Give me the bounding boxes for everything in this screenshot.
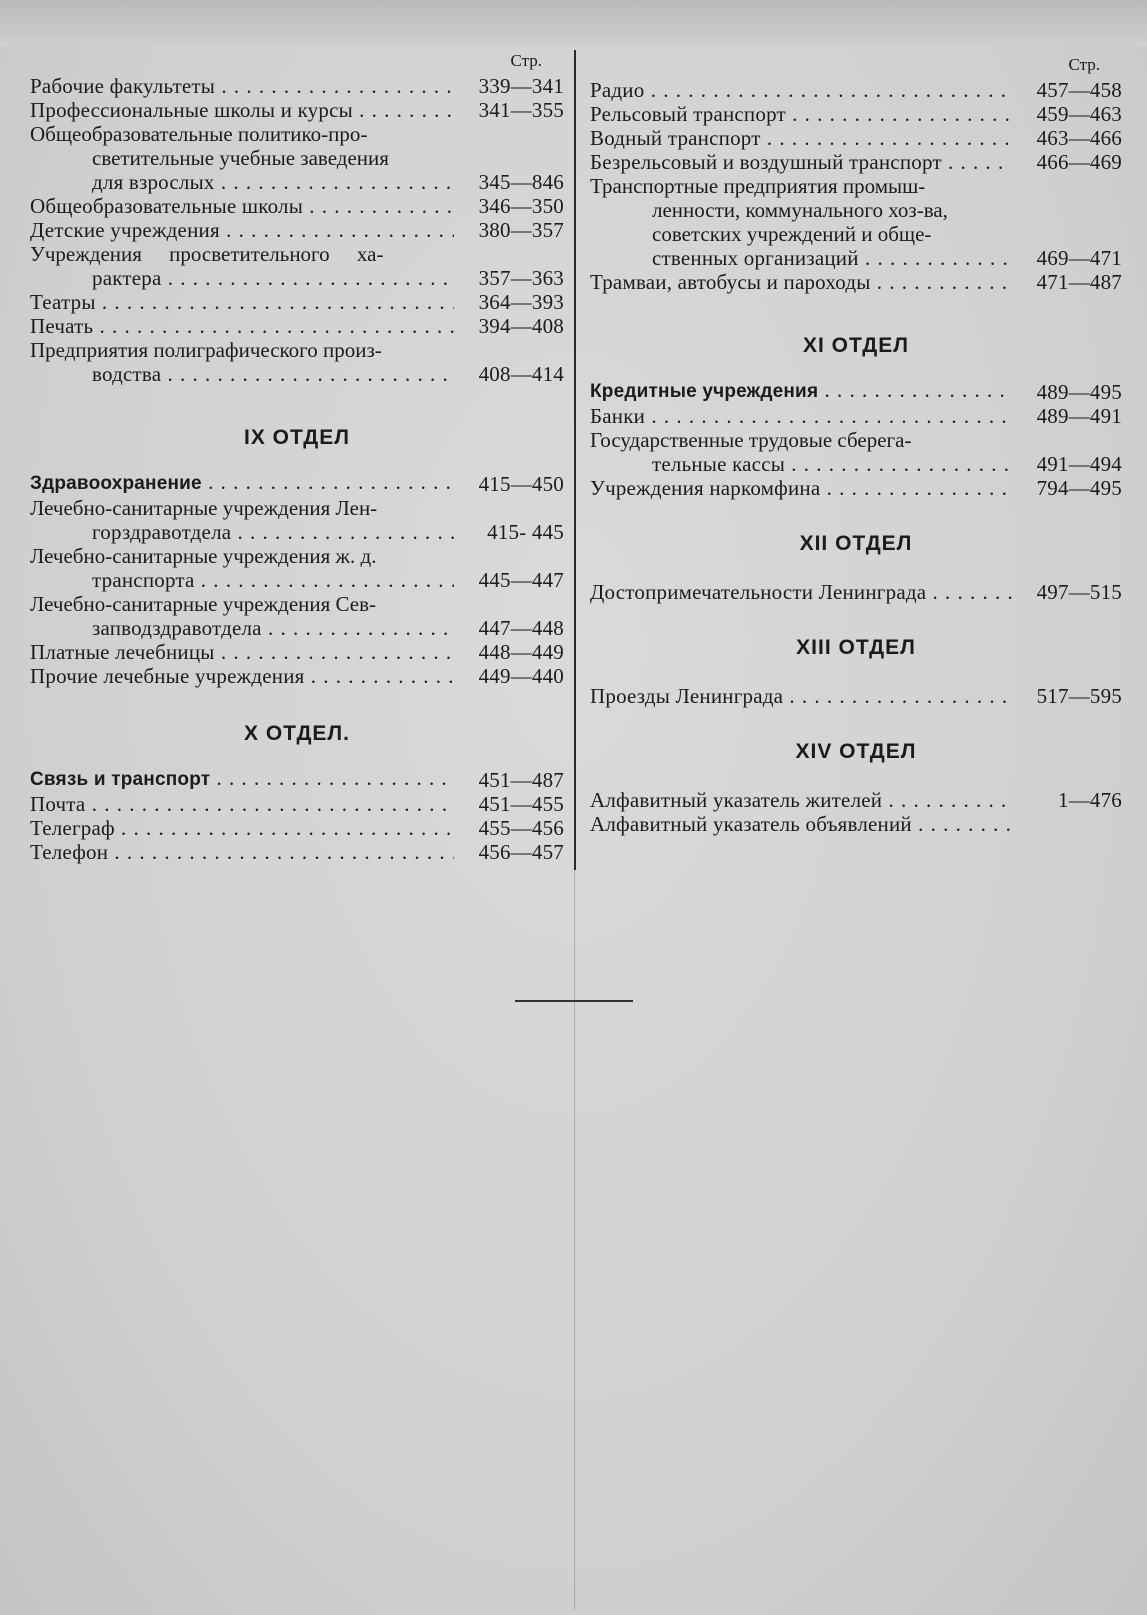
- toc-entry: Достопримечательности Ленинграда . . . 497—515: [590, 580, 1122, 604]
- section-heading: X ОТДЕЛ.: [243, 722, 351, 745]
- toc-entry-line: Предприятия полиграфического произ-: [30, 338, 382, 362]
- toc-entry-line: Лечебно-санитарные учреждения ж. д.: [30, 544, 377, 568]
- toc-entry-line: Общеобразовательные политико-про-: [30, 122, 368, 146]
- toc-entry: Рельсовый транспорт . . . 459—463: [590, 102, 1122, 126]
- toc-entry: Учреждения наркомфина . . . 794—495: [590, 476, 1122, 500]
- toc-entry: Театры . . . 364—393: [30, 290, 564, 314]
- toc-entry-line: Лечебно-санитарные учреждения Лен-: [30, 496, 378, 520]
- toc-entry-line: советских учреждений и обще-: [652, 222, 932, 246]
- end-rule: [515, 1000, 633, 1002]
- toc-entry: Водный транспорт . . . 463—466: [590, 126, 1122, 150]
- left-column: [30, 50, 564, 864]
- top-edge-shadow: [0, 0, 1147, 46]
- toc-entry: горздравотдела . . . 415- 445: [30, 520, 564, 544]
- toc-entry-line: Транспортные предприятия промыш-: [590, 174, 926, 198]
- toc-entry: запводздравотдела . . . 447—448: [30, 616, 564, 640]
- toc-entry: Алфавитный указатель жителей . . . 1—476: [590, 788, 1122, 812]
- toc-entry: рактера . . . 357—363: [30, 266, 564, 290]
- toc-entry: Телеграф . . . 455—456: [30, 816, 564, 840]
- toc-entry-bold: Кредитные учреждения . . . 489—495: [590, 378, 1122, 404]
- toc-entry: Почта . . . 451—455: [30, 792, 564, 816]
- toc-entry: Рабочие факультеты . . . 339—341: [30, 74, 564, 98]
- page-column-header: Стр.: [510, 51, 542, 70]
- toc-entry: Платные лечебницы . . . 448—449: [30, 640, 564, 664]
- section-heading: XI ОТДЕЛ: [802, 334, 910, 357]
- toc-entry: Алфавитный указатель объявлений . . .: [590, 812, 1122, 836]
- toc-entry: Прочие лечебные учреждения . . . 449—440: [30, 664, 564, 688]
- toc-entry: Детские учреждения . . . 380—357: [30, 218, 564, 242]
- toc-entry-bold: Здравоохранение . . . 415—450: [30, 470, 564, 496]
- toc-entry-line: Учреждения просветительного ха-: [30, 242, 384, 266]
- toc-entry-line: Лечебно-санитарные учреждения Сев-: [30, 592, 377, 616]
- section-heading: XIV ОТДЕЛ: [795, 740, 917, 763]
- toc-entry: ственных организаций . . . 469—471: [590, 246, 1122, 270]
- toc-entry: Радио . . . 457—458: [590, 78, 1122, 102]
- toc-entry: Печать . . . 394—408: [30, 314, 564, 338]
- column-divider: [574, 50, 576, 870]
- toc-entry: Безрельсовый и воздушный транспорт . . . 466—469: [590, 150, 1122, 174]
- toc-entry: водства . . . 408—414: [30, 362, 564, 386]
- page-column-header: Стр.: [1068, 55, 1100, 74]
- toc-entry-line: светительные учебные заведения: [92, 146, 389, 170]
- toc-entry-bold: Связь и транспорт . . . 451—487: [30, 766, 564, 792]
- toc-entry: Трамваи, автобусы и пароходы . . . 471—487: [590, 270, 1122, 294]
- toc-entry: Проезды Ленинграда . . . 517—595: [590, 684, 1122, 708]
- toc-entry: транспорта . . . 445—447: [30, 568, 564, 592]
- right-column: [590, 50, 1122, 836]
- toc-entry-line: Государственные трудовые сберега-: [590, 428, 912, 452]
- section-heading: XII ОТДЕЛ: [799, 532, 913, 555]
- toc-entry: Профессиональные школы и курсы . . . 341—355: [30, 98, 564, 122]
- bleed-through-divider: [574, 870, 575, 1610]
- toc-entry: Телефон . . . 456—457: [30, 840, 564, 864]
- toc-entry: тельные кассы . . . 491—494: [590, 452, 1122, 476]
- section-heading: IX ОТДЕЛ: [243, 426, 351, 449]
- toc-entry: Общеобразовательные школы . . . 346—350: [30, 194, 564, 218]
- toc-entry: для взрослых . . . 345—846: [30, 170, 564, 194]
- toc-entry-line: ленности, коммунального хоз-ва,: [652, 198, 948, 222]
- section-heading: XIII ОТДЕЛ: [796, 636, 916, 659]
- toc-entry: Банки . . . 489—491: [590, 404, 1122, 428]
